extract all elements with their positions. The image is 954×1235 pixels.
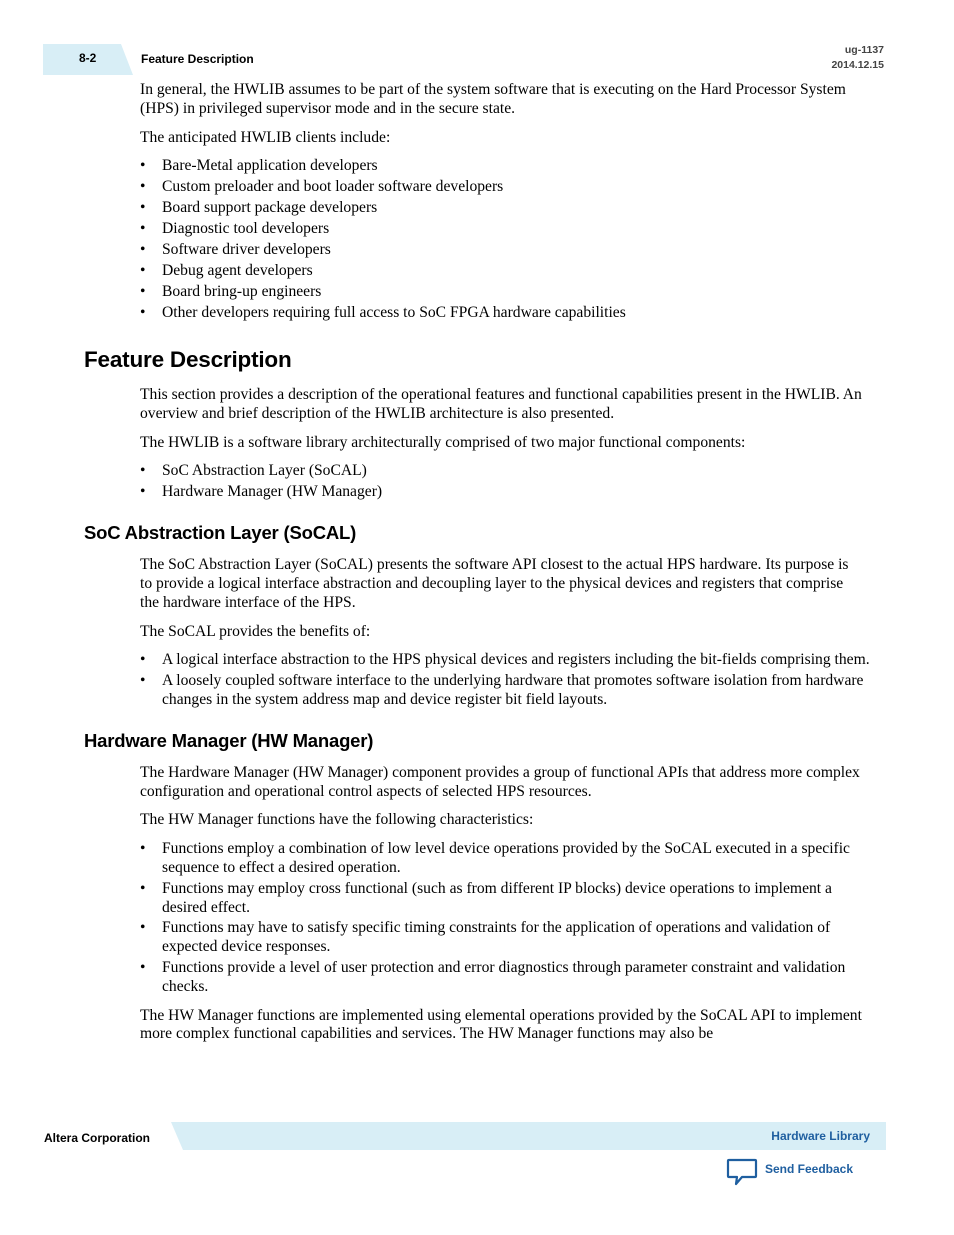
hwmgr-characteristics-list <box>140 840 870 996</box>
list-item: • A loosely coupled software interface to the underlying hardware that promotes software isolation from hardware changes in the system address map and device register bit field layouts. <box>140 672 870 710</box>
hwmgr-paragraph-1: The Hardware Manager (HW Manager) component provides a group of functional APIs that address more complex configuration and operational control aspects of selected HPS resources. <box>140 763 860 800</box>
socal-paragraph-2: The SoCAL provides the benefits of: <box>140 622 371 640</box>
footer-library-link[interactable]: Hardware Library <box>771 1129 870 1143</box>
doc-info <box>831 43 884 73</box>
section-heading-feature: Feature Description <box>84 347 292 373</box>
hwmgr-paragraph-3: The HW Manager functions are implemented using elemental operations provided by the SoCAL API to implement more complex functional capabilities and services. The HW Manager functions may also be <box>140 1006 862 1043</box>
list-item: • SoC Abstraction Layer (SoCAL) <box>140 462 870 481</box>
list-item: • Other developers requiring full access to SoC FPGA hardware capabilities <box>140 304 870 323</box>
send-feedback-link[interactable]: Send Feedback <box>765 1162 854 1176</box>
list-item: • Debug agent developers <box>140 262 870 281</box>
section-number: 8-2 <box>79 51 97 65</box>
running-header-title: Feature Description <box>141 52 254 66</box>
list-item: • Hardware Manager (HW Manager) <box>140 483 870 502</box>
clients-list <box>140 157 870 323</box>
feature-paragraph-2: The HWLIB is a software library architecturally comprised of two major functional components: <box>140 433 746 451</box>
socal-benefits-list <box>140 651 870 709</box>
footer-company: Altera Corporation <box>44 1131 151 1145</box>
socal-paragraph-1: The SoC Abstraction Layer (SoCAL) presents the software API closest to the actual HPS hardware. Its purpose is to provide a logical interface abstraction and decoupling layer to the physical devices and registers that comprise the hardware interface of the HPS. <box>140 556 849 611</box>
list-item: • Functions provide a level of user protection and error diagnostics through parameter constraint and validation checks. <box>140 959 870 997</box>
speech-bubble-icon[interactable] <box>726 1158 758 1186</box>
clients-lead: The anticipated HWLIB clients include: <box>140 128 391 146</box>
subsection-heading-socal: SoC Abstraction Layer (SoCAL) <box>84 522 357 544</box>
list-item: • Functions may employ cross functional (such as from different IP blocks) device operations to implement a desired effect. <box>140 880 870 918</box>
list-item: • Board bring-up engineers <box>140 283 870 302</box>
list-item: • Custom preloader and boot loader software developers <box>140 178 870 197</box>
list-item: • Software driver developers <box>140 241 870 260</box>
list-item: • Diagnostic tool developers <box>140 220 870 239</box>
subsection-heading-hwmgr: Hardware Manager (HW Manager) <box>84 729 374 751</box>
doc-id: ug-1137 <box>844 44 884 56</box>
doc-date: 2014.12.15 <box>831 59 884 71</box>
list-item: • A logical interface abstraction to the HPS physical devices and registers including the bit-fields comprising them. <box>140 651 870 670</box>
intro-paragraph: In general, the HWLIB assumes to be part of the system software that is executing on the Hard Processor System (HPS) in privileged supervisor mode and in the secure state. <box>140 81 846 117</box>
page-content <box>0 81 954 1054</box>
list-item: • Functions employ a combination of low level device operations provided by the SoCAL executed in a specific sequence to effect a desired operation. <box>140 840 870 878</box>
hwmgr-paragraph-2: The HW Manager functions have the following characteristics: <box>140 811 534 829</box>
list-item: • Bare-Metal application developers <box>140 157 870 176</box>
components-list <box>140 462 870 502</box>
feature-paragraph-1: This section provides a description of the operational features and functional capabilities present in the HWLIB. An overview and brief description of the HWLIB architecture is also presented. <box>140 386 862 422</box>
list-item: • Board support package developers <box>140 199 870 218</box>
list-item: • Functions may have to satisfy specific timing constraints for the application of operations and validation of expected device responses. <box>140 919 870 957</box>
